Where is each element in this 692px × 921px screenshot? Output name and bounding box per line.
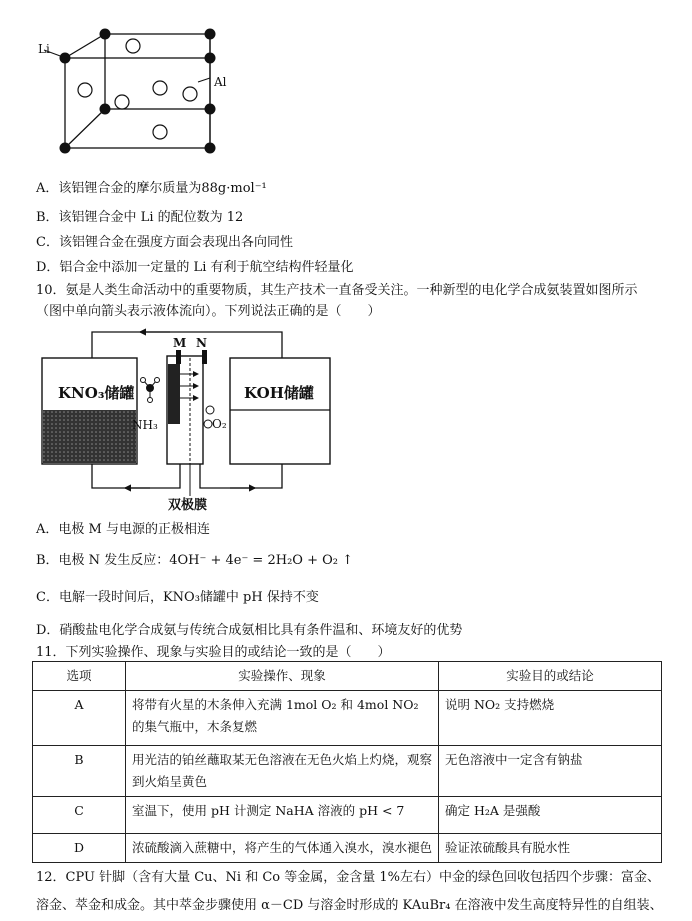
row-operation: 室温下，使用 pH 计测定 NaHA 溶液的 pH < 7 [126, 797, 439, 834]
q9-option-b: B．该铝锂合金中 Li 的配位数为 12 [36, 210, 244, 225]
row-conclusion: 说明 NO₂ 支持燃烧 [439, 691, 662, 746]
q12-line1: 12．CPU 针脚（含有大量 Cu、Ni 和 Co 等金属，金含量 1%左右）中金的绿色回收包括四个步骤：富金、 [36, 870, 661, 885]
crystal-cell-figure [30, 20, 250, 160]
q9-option-a: A．该铝锂合金的摩尔质量为88g·mol⁻¹ [36, 181, 267, 196]
row-option: D [33, 834, 126, 863]
q10-stem-line1: 10．氨是人类生命活动中的重要物质，其生产技术一直备受关注。一种新型的电化学合成氨装置如图所示 [36, 283, 638, 298]
row-conclusion: 验证浓硫酸具有脱水性 [439, 834, 662, 863]
kno3-liquid [43, 410, 136, 463]
q10-option-b: B．电极 N 发生反应：4OH⁻ + 4e⁻ = 2H₂O + O₂ ↑ [36, 553, 353, 568]
row-operation: 将带有火星的木条伸入充满 1mol O₂ 和 4mol NO₂ 的集气瓶中，木条复燃 [126, 691, 439, 746]
table-row [33, 746, 662, 797]
row-operation: 浓硫酸滴入蔗糖中，将产生的气体通入溴水，溴水褪色 [126, 834, 439, 863]
electrolysis-diagram [30, 318, 350, 514]
row-conclusion: 确定 H₂A 是强酸 [439, 797, 662, 834]
q10-stem-line2: （图中单向箭头表示液体流向）。下列说法正确的是（ ） [36, 304, 381, 319]
cube-front-face [65, 58, 210, 148]
top-pipe [92, 332, 282, 358]
bottom-left-pipe [92, 464, 180, 488]
electrode-n-label: N [196, 336, 207, 350]
q9-option-c: C．该铝锂合金在强度方面会表现出各向同性 [36, 235, 293, 250]
q10-option-c: C．电解一段时间后，KNO₃储罐中 pH 保持不变 [36, 590, 319, 605]
row-conclusion: 无色溶液中一定含有钠盐 [439, 746, 662, 797]
label-li: Li [38, 42, 50, 56]
table-row [33, 834, 662, 863]
table-header-row [33, 662, 662, 691]
header-operation: 实验操作、现象 [126, 662, 439, 691]
membrane-label: 双极膜 [168, 498, 208, 513]
row-option: B [33, 746, 126, 797]
electrode-m [168, 364, 180, 424]
o2-label: O₂ [212, 417, 227, 431]
nh3-molecule-icon [141, 378, 160, 403]
nh3-label: NH₃ [132, 418, 158, 432]
label-al: Al [214, 75, 227, 89]
q12-line2: 溶金、萃金和成金。其中萃金步骤使用 α－CD 与溶金时形成的 KAuBr₄ 在溶液中发生高度特异性的自组装、 [36, 898, 663, 913]
q11-stem: 11．下列实验操作、现象与实验目的或结论一致的是（ ） [36, 645, 391, 660]
q9-option-d: D．铝合金中添加一定量的 Li 有利于航空结构件轻量化 [36, 260, 354, 275]
q10-option-d: D．硝酸盐电化学合成氨与传统合成氨相比具有条件温和、环境友好的优势 [36, 623, 463, 638]
row-option: C [33, 797, 126, 834]
row-option: A [33, 691, 126, 746]
koh-tank-label: KOH储罐 [244, 384, 314, 402]
q10-option-a: A．电极 M 与电源的正极相连 [36, 522, 210, 537]
al-atoms [78, 39, 197, 139]
table-row [33, 797, 662, 834]
electrode-m-label: M [173, 336, 187, 350]
experiment-table [32, 661, 662, 863]
table-row [33, 691, 662, 746]
bottom-right-pipe [200, 464, 282, 488]
row-operation: 用光洁的铂丝蘸取某无色溶液在无色火焰上灼烧，观察到火焰呈黄色 [126, 746, 439, 797]
header-option: 选项 [33, 662, 126, 691]
kno3-tank-label: KNO₃储罐 [58, 384, 135, 402]
header-conclusion: 实验目的或结论 [439, 662, 662, 691]
koh-tank [230, 358, 330, 464]
